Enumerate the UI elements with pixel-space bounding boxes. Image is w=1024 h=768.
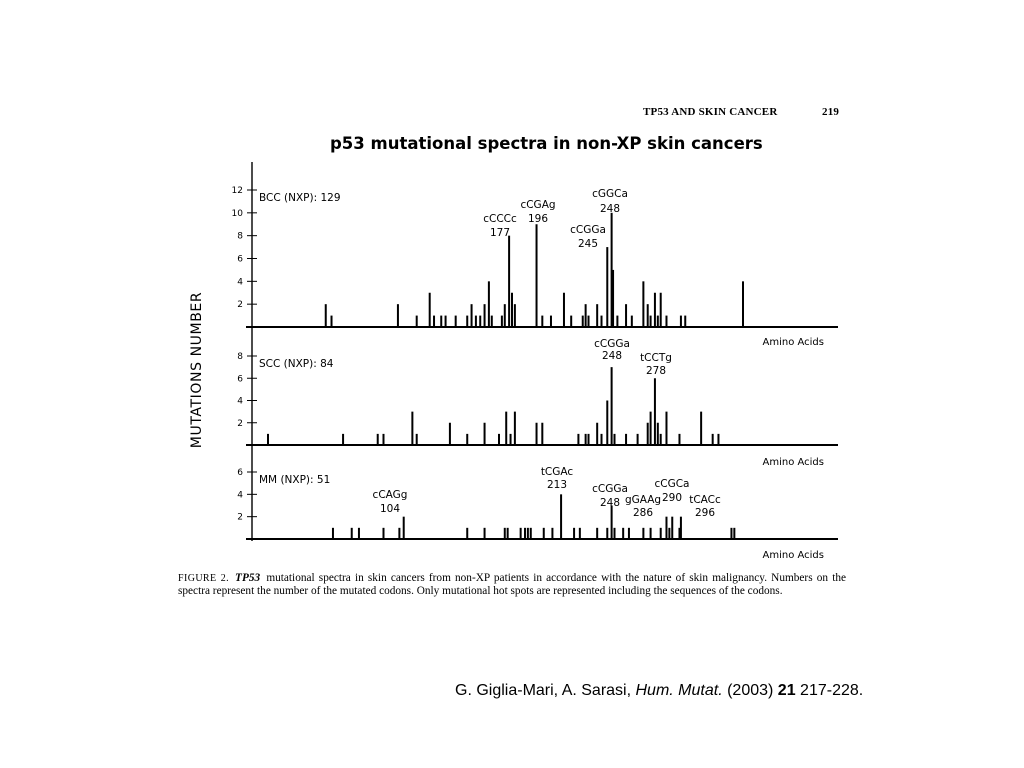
y-tick-label: 10 (231, 208, 243, 219)
citation-volume: 21 (777, 682, 796, 699)
bar (596, 528, 598, 539)
bar (536, 423, 538, 445)
citation-year: (2003) (727, 682, 774, 699)
bar (466, 316, 468, 327)
bar (654, 293, 656, 327)
panel-label: BCC (NXP): 129 (259, 192, 341, 204)
bar (660, 528, 662, 539)
bar (501, 316, 503, 327)
bar (596, 423, 598, 445)
bar (488, 281, 490, 327)
hotspot-sequence: cCGAg (520, 199, 556, 211)
bar (475, 316, 477, 327)
hotspot-codon: 177 (489, 227, 511, 239)
bar (717, 434, 719, 445)
bar (606, 401, 608, 446)
bar (601, 434, 603, 445)
bar (440, 316, 442, 327)
bar (582, 316, 584, 327)
bar (647, 423, 649, 445)
hotspot-codon: 104 (379, 503, 401, 515)
bar (351, 528, 353, 539)
y-tick-label: 4 (237, 490, 243, 501)
bar (668, 528, 670, 539)
bar (466, 434, 468, 445)
bar (585, 304, 587, 327)
bar (665, 517, 667, 539)
bar (403, 517, 405, 539)
bar (680, 316, 682, 327)
bar (543, 528, 545, 539)
hotspot-sequence: tCACc (689, 494, 721, 506)
bar (491, 316, 493, 327)
hotspot-sequence: cCGGa (594, 338, 630, 350)
bar (637, 434, 639, 445)
bar (657, 423, 659, 445)
x-axis-label: Amino Acids (762, 550, 824, 561)
bar (650, 412, 652, 445)
bar (654, 378, 656, 445)
bar (560, 494, 562, 539)
hotspot-codon: 213 (546, 479, 568, 491)
hotspot-codon: 290 (661, 492, 683, 504)
bar (325, 304, 327, 327)
citation (455, 682, 863, 700)
hotspot-codon: 286 (632, 507, 654, 519)
bar (397, 304, 399, 327)
bar (611, 506, 613, 540)
bar (504, 528, 506, 539)
bar (601, 316, 603, 327)
x-axis-label: Amino Acids (762, 457, 824, 468)
bar (508, 236, 510, 327)
y-tick-label: 6 (237, 468, 243, 478)
bar (479, 316, 481, 327)
bar (484, 528, 486, 539)
bar (625, 434, 627, 445)
bar (611, 367, 613, 445)
hotspot-sequence: cCGGa (570, 224, 606, 236)
bar (588, 434, 590, 445)
hotspot-sequence: cCGCa (654, 478, 690, 490)
bar (358, 528, 360, 539)
hotspot-sequence: cCCCc (483, 213, 517, 225)
bar (449, 423, 451, 445)
chart-title: p53 mutational spectra in non-XP skin cancers (330, 134, 763, 153)
y-tick-label: 2 (237, 512, 243, 523)
bar (511, 293, 513, 327)
y-tick-label: 8 (237, 231, 243, 242)
bar (614, 528, 616, 539)
bar (382, 434, 384, 445)
caption-label: FIGURE 2. (178, 573, 230, 584)
bar (678, 434, 680, 445)
bar (455, 316, 457, 327)
bar (416, 316, 418, 327)
bar (577, 434, 579, 445)
hotspot-codon: 296 (694, 507, 716, 519)
bar (671, 517, 673, 539)
bar (665, 316, 667, 327)
bar (657, 316, 659, 327)
hotspot-codon: 248 (599, 203, 621, 215)
bar (433, 316, 435, 327)
y-tick-label: 6 (237, 254, 243, 265)
hotspot-sequence: tCGAc (540, 466, 574, 478)
bar (484, 423, 486, 445)
figure-caption (178, 572, 846, 599)
bar (514, 304, 516, 327)
bar (524, 528, 526, 539)
bar (510, 434, 512, 445)
bar (331, 316, 333, 327)
panel-label: MM (NXP): 51 (259, 474, 331, 486)
bar (616, 316, 618, 327)
y-tick-label: 8 (237, 352, 243, 362)
y-tick-label: 4 (237, 396, 243, 407)
hotspot-codon: 248 (601, 350, 623, 362)
bar (733, 528, 735, 539)
bar (614, 434, 616, 445)
bar (471, 304, 473, 327)
bar (579, 528, 581, 539)
bar (730, 528, 732, 539)
bar (631, 316, 633, 327)
bar (642, 281, 644, 327)
bar (484, 304, 486, 327)
bar (505, 412, 507, 445)
bar (606, 528, 608, 539)
bar (332, 528, 334, 539)
caption-text: mutational spectra in skin cancers from non-XP patients in accordance with the nature of skin malignancy. Numbers on the spectra represent the number of the mutated codons. Only mutational hot spots are represented including the sequences of the codons. (178, 572, 847, 598)
bar (680, 517, 682, 539)
bar (429, 293, 431, 327)
bar (550, 316, 552, 327)
bar (536, 224, 538, 327)
bar (660, 434, 662, 445)
hotspot-sequence: gGAAg (624, 494, 662, 506)
bar (507, 528, 509, 539)
bar (628, 528, 630, 539)
bar (650, 528, 652, 539)
y-axis-label-text: MUTATIONS NUMBER (189, 291, 205, 449)
y-tick-label: 2 (237, 418, 243, 429)
hotspot-codon: 196 (527, 213, 549, 225)
hotspot-sequence: cCGGa (592, 483, 628, 495)
y-tick-label: 12 (231, 186, 243, 196)
bar (700, 412, 702, 445)
bar (530, 528, 532, 539)
bar (520, 528, 522, 539)
y-tick-label: 2 (237, 300, 243, 311)
y-tick-label: 6 (237, 374, 243, 385)
bar (596, 304, 598, 327)
panel-label: SCC (NXP): 84 (259, 358, 334, 370)
hotspot-sequence: cCAGg (372, 489, 408, 501)
bar (650, 316, 652, 327)
bar (642, 528, 644, 539)
bar (541, 316, 543, 327)
citation-pages: 217-228. (800, 682, 864, 699)
bar (382, 528, 384, 539)
x-axis-label: Amino Acids (762, 337, 824, 348)
bar (466, 528, 468, 539)
bar (588, 316, 590, 327)
bar (377, 434, 379, 445)
citation-authors: G. Giglia-Mari, A. Sarasi, (455, 682, 632, 699)
hotspot-codon: 248 (599, 497, 621, 509)
bar (416, 434, 418, 445)
citation-journal: Hum. Mutat. (635, 682, 723, 699)
hotspot-sequence: tCCTg (640, 352, 672, 364)
bar (514, 412, 516, 445)
running-title: TP53 AND SKIN CANCER (643, 106, 778, 118)
hotspot-codon: 278 (645, 365, 667, 377)
y-tick-label: 4 (237, 277, 243, 288)
hotspot-codon: 245 (577, 238, 599, 250)
bar (660, 293, 662, 327)
page-number: 219 (822, 106, 840, 118)
bar (612, 270, 614, 327)
bar (267, 434, 269, 445)
bar (585, 434, 587, 445)
bar (342, 434, 344, 445)
bar (563, 293, 565, 327)
bar (398, 528, 400, 539)
bar (498, 434, 500, 445)
bar (541, 423, 543, 445)
bar (411, 412, 413, 445)
bar (742, 281, 744, 327)
bar (551, 528, 553, 539)
bar (573, 528, 575, 539)
bar (712, 434, 714, 445)
caption-gene: TP53 (235, 572, 261, 584)
bar (445, 316, 447, 327)
hotspot-sequence: cGGCa (592, 188, 628, 200)
bar (625, 304, 627, 327)
bar (684, 316, 686, 327)
bar (622, 528, 624, 539)
bar (504, 304, 506, 327)
bar (570, 316, 572, 327)
bar (647, 304, 649, 327)
bar (665, 412, 667, 445)
bar (527, 528, 529, 539)
bar (606, 247, 608, 327)
